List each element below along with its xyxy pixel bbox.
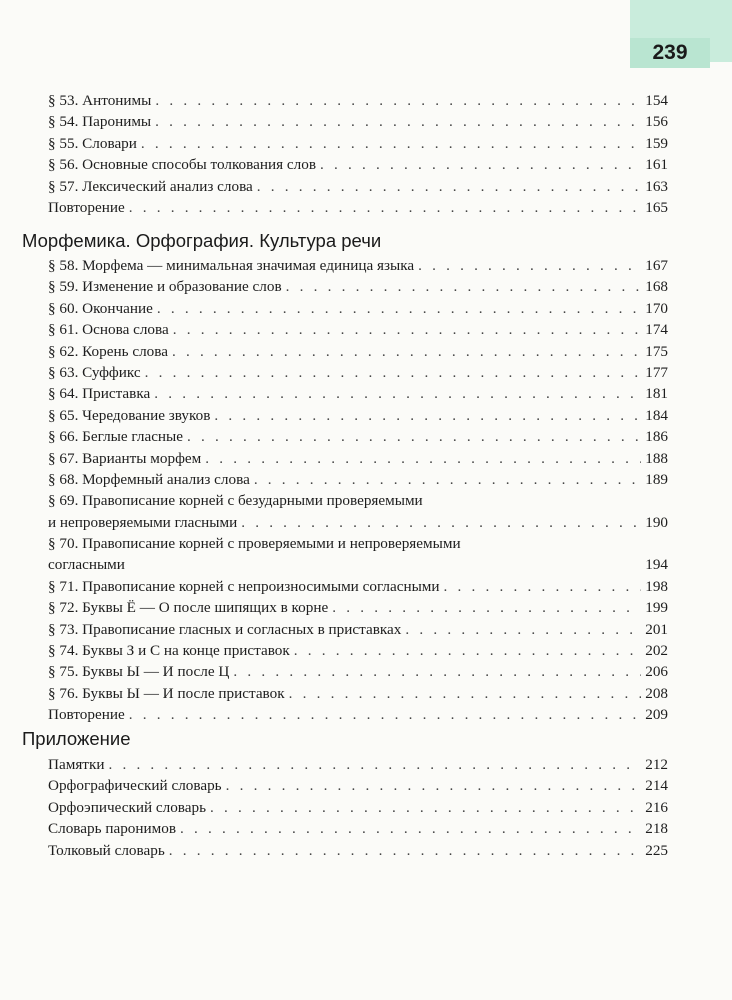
dot-leader xyxy=(180,818,641,839)
toc-entry-title: § 72. Буквы Ё — О после шипящих в корне xyxy=(48,599,329,617)
toc-entry[interactable] xyxy=(48,490,668,533)
toc-entry-title: § 57. Лексический анализ слова xyxy=(48,177,253,195)
toc-entry[interactable] xyxy=(48,341,668,362)
toc-entry-title: § 54. Паронимы xyxy=(48,113,152,131)
toc-entry-title: § 68. Морфемный анализ слова xyxy=(48,470,250,488)
toc-entry[interactable] xyxy=(48,255,668,276)
dot-leader xyxy=(154,383,641,404)
dot-leader xyxy=(155,90,641,111)
toc-entry-page: 188 xyxy=(645,449,668,467)
toc-entry-page: 206 xyxy=(645,663,668,681)
toc-entry-page: 170 xyxy=(645,299,668,317)
toc-entry-title: § 58. Морфема — минимальная значимая единица языка xyxy=(48,257,415,274)
toc-entry[interactable] xyxy=(48,154,668,175)
toc-entry-title: § 67. Варианты морфем xyxy=(48,449,202,467)
toc-entry-page: 198 xyxy=(645,577,668,595)
toc-entry[interactable] xyxy=(48,362,668,383)
toc-entry[interactable] xyxy=(48,797,668,818)
toc-entry-title: § 73. Правописание гласных и согласных в приставках xyxy=(48,620,402,638)
toc-entry-page: 154 xyxy=(645,92,668,109)
dot-leader xyxy=(257,176,641,197)
dot-leader xyxy=(418,255,641,276)
toc-entry[interactable] xyxy=(48,683,668,704)
dot-leader xyxy=(155,111,641,132)
toc-entry[interactable] xyxy=(48,197,668,218)
toc-entry[interactable] xyxy=(48,90,668,111)
dot-leader xyxy=(157,298,641,319)
toc-entry-page: 159 xyxy=(645,134,668,152)
toc-entry-page: 218 xyxy=(645,820,668,838)
page-number: 239 xyxy=(630,38,710,68)
toc-entry-title: Повторение xyxy=(48,198,125,216)
toc-entry-page: 199 xyxy=(645,599,668,617)
toc-entry[interactable] xyxy=(48,775,668,796)
toc-entry-page: 161 xyxy=(645,156,668,174)
toc-entry-page: 225 xyxy=(645,841,668,859)
toc-entry-page: 209 xyxy=(645,706,668,724)
toc-entry-title: § 59. Изменение и образование слов xyxy=(48,278,282,296)
toc-entry[interactable] xyxy=(48,383,668,404)
toc-entry[interactable] xyxy=(48,597,668,618)
toc-entry-page: 201 xyxy=(645,620,668,638)
dot-leader xyxy=(129,704,642,725)
section-heading: Приложение xyxy=(22,728,131,749)
toc-entry[interactable] xyxy=(48,754,668,775)
toc-entry-title: § 61. Основа слова xyxy=(48,321,169,339)
dot-leader xyxy=(205,448,641,469)
toc-entry-page: 165 xyxy=(645,198,668,216)
toc-entry[interactable] xyxy=(48,704,668,725)
toc-entry-title-line: § 69. Правописание корней с безударными проверяемыми xyxy=(48,492,423,510)
toc-entry[interactable] xyxy=(48,469,668,490)
toc-entry-page: 186 xyxy=(645,428,668,446)
toc-entry-title: § 75. Буквы Ы — И после Ц xyxy=(48,663,230,681)
toc-entry[interactable] xyxy=(48,619,668,640)
toc-entry-title: § 60. Окончание xyxy=(48,299,153,317)
dot-leader xyxy=(226,775,642,796)
toc-entry[interactable] xyxy=(48,818,668,839)
toc-entry-page: 202 xyxy=(645,642,668,660)
toc-entry-title: Толковый словарь xyxy=(48,841,165,859)
toc-entry-page: 181 xyxy=(645,385,668,403)
toc-entry-title: § 64. Приставка xyxy=(48,385,151,403)
dot-leader xyxy=(286,276,642,297)
toc-entry[interactable] xyxy=(48,426,668,447)
toc-entry-title: и непроверяемыми гласными xyxy=(48,513,238,531)
toc-entry[interactable] xyxy=(48,111,668,132)
toc-entry-page: 194 xyxy=(645,556,668,574)
section-heading: Морфемика. Орфография. Культура речи xyxy=(22,230,382,251)
toc-entry-title: Орфоэпический словарь xyxy=(48,798,207,816)
dot-leader xyxy=(141,133,641,154)
toc-entry[interactable] xyxy=(48,319,668,340)
toc-entry[interactable] xyxy=(48,840,668,861)
toc-entry-title: § 53. Антонимы xyxy=(48,92,152,109)
dot-leader xyxy=(169,840,641,861)
toc-entry[interactable] xyxy=(48,640,668,661)
toc-entry-title: § 55. Словари xyxy=(48,134,137,152)
toc-entry-page: 214 xyxy=(645,777,668,795)
dot-leader xyxy=(129,197,642,218)
dot-leader xyxy=(214,405,641,426)
toc-entry-page: 184 xyxy=(645,406,668,424)
toc-entry[interactable] xyxy=(48,661,668,682)
toc-entry-list xyxy=(48,90,668,218)
dot-leader xyxy=(233,661,641,682)
dot-leader xyxy=(108,754,641,775)
toc-entry-page: 175 xyxy=(645,342,668,360)
toc-entry-page: 212 xyxy=(645,756,668,773)
toc-entry-title: § 71. Правописание корней с непроизносимыми согласными xyxy=(48,577,440,595)
toc-entry-page: 163 xyxy=(645,177,668,195)
toc-entry-title: § 65. Чередование звуков xyxy=(48,406,211,424)
toc-entry-title: § 74. Буквы З и С на конце приставок xyxy=(48,642,290,660)
toc-entry-title: § 66. Беглые гласные xyxy=(48,428,184,446)
toc-entry-page: 177 xyxy=(645,363,668,381)
dot-leader xyxy=(444,576,642,597)
toc-entry-list xyxy=(48,255,668,726)
dot-leader xyxy=(187,426,641,447)
toc-entry-title: § 62. Корень слова xyxy=(48,342,168,360)
toc-entry-list xyxy=(48,754,668,861)
toc-entry[interactable] xyxy=(48,298,668,319)
dot-leader xyxy=(145,362,642,383)
dot-leader xyxy=(210,797,641,818)
toc-entry-page: 168 xyxy=(645,278,668,296)
toc-entry-page: 174 xyxy=(645,321,668,339)
toc-entry-title: Повторение xyxy=(48,706,125,724)
dot-leader xyxy=(294,640,641,661)
toc-entry-title: Орфографический словарь xyxy=(48,777,222,795)
dot-leader xyxy=(241,512,641,533)
toc-entry-title: согласными xyxy=(48,556,125,574)
dot-leader xyxy=(173,319,641,340)
toc-entry-title-line: § 70. Правописание корней с проверяемыми и непроверяемыми xyxy=(48,535,461,553)
dot-leader xyxy=(320,154,641,175)
toc-entry[interactable] xyxy=(48,405,668,426)
toc-entry-title: § 56. Основные способы толкования слов xyxy=(48,156,316,174)
toc-entry[interactable] xyxy=(48,133,668,154)
toc-entry[interactable] xyxy=(48,576,668,597)
dot-leader xyxy=(289,683,642,704)
dot-leader xyxy=(405,619,641,640)
toc-entry-page: 190 xyxy=(645,513,668,531)
toc-entry-title: Памятки xyxy=(48,756,105,773)
dot-leader xyxy=(332,597,641,618)
toc-entry-page: 189 xyxy=(645,470,668,488)
toc-entry-page: 216 xyxy=(645,798,668,816)
toc-entry-title: § 63. Суффикс xyxy=(48,363,141,381)
toc-entry-page: 156 xyxy=(645,113,668,131)
toc-entry[interactable] xyxy=(48,448,668,469)
toc-entry-title: § 76. Буквы Ы — И после приставок xyxy=(48,684,285,702)
dot-leader xyxy=(172,341,641,362)
toc-entry-page: 208 xyxy=(645,684,668,702)
toc-entry-page: 167 xyxy=(645,257,668,274)
dot-leader xyxy=(254,469,641,490)
toc-entry[interactable] xyxy=(48,533,668,576)
toc-entry[interactable] xyxy=(48,276,668,297)
toc-entry[interactable] xyxy=(48,176,668,197)
toc-entry-title: Словарь паронимов xyxy=(48,820,177,838)
